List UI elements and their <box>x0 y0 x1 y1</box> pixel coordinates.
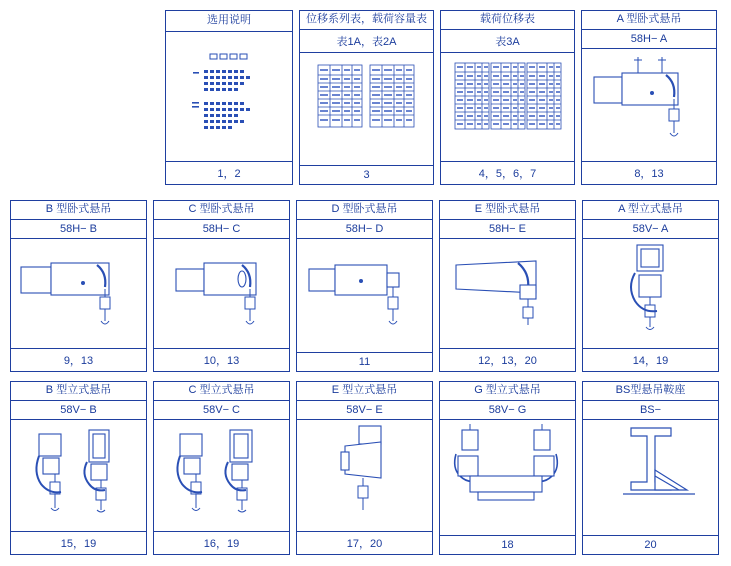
card-graphic-vertical-a <box>583 239 718 348</box>
card-subheader: 58V− E <box>297 401 432 420</box>
card-header: 选用说明 <box>166 11 292 32</box>
card-graphic-vertical-g <box>440 420 575 535</box>
card-load-displacement-table[interactable] <box>440 10 575 185</box>
card-footer: 12，13，20 <box>440 348 575 371</box>
card-graphic-vertical-e <box>297 420 432 531</box>
card-subheader: 58H− C <box>154 220 289 239</box>
card-header: B 型卧式悬吊 <box>11 201 146 220</box>
card-subheader: 58H− D <box>297 220 432 239</box>
card-type-a-vertical-hoist[interactable] <box>582 200 719 372</box>
card-graphic-horizontal-b <box>11 239 146 348</box>
card-header: 位移系列表，载荷容量表 <box>300 11 433 30</box>
card-type-c-horizontal-hoist[interactable] <box>153 200 290 372</box>
card-type-b-horizontal-hoist[interactable] <box>10 200 147 372</box>
card-subheader: 58H− E <box>440 220 575 239</box>
card-footer: 10，13 <box>154 348 289 371</box>
card-row-1 <box>165 10 717 185</box>
card-footer: 1，2 <box>166 161 292 184</box>
card-type-g-vertical-hoist[interactable] <box>439 381 576 555</box>
card-graphic-vertical-b <box>11 420 146 531</box>
card-type-b-vertical-hoist[interactable] <box>10 381 147 555</box>
card-graphic-horizontal-a <box>582 49 716 161</box>
card-header: C 型卧式悬吊 <box>154 201 289 220</box>
card-graphic-text-block <box>166 32 292 161</box>
card-header: G 型立式悬吊 <box>440 382 575 401</box>
card-subheader: 表3A <box>441 30 574 53</box>
card-footer: 15，19 <box>11 531 146 554</box>
card-header: 载荷位移表 <box>441 11 574 30</box>
card-footer: 8，13 <box>582 161 716 184</box>
card-graphic-table-pair <box>300 53 433 165</box>
card-footer: 18 <box>440 535 575 554</box>
card-subheader: 58H− B <box>11 220 146 239</box>
card-graphic-horizontal-c <box>154 239 289 348</box>
card-footer: 20 <box>583 535 718 554</box>
card-graphic-saddle-bs <box>583 420 718 535</box>
card-header: C 型立式悬吊 <box>154 382 289 401</box>
card-row-2 <box>10 200 719 372</box>
card-header: D 型卧式悬吊 <box>297 201 432 220</box>
card-subheader: 58H− A <box>582 30 716 49</box>
card-type-c-vertical-hoist[interactable] <box>153 381 290 555</box>
card-subheader: 58V− C <box>154 401 289 420</box>
card-subheader: 58V− G <box>440 401 575 420</box>
card-type-a-horizontal-hoist[interactable] <box>581 10 717 185</box>
card-footer: 16，19 <box>154 531 289 554</box>
card-footer: 4，5，6，7 <box>441 161 574 184</box>
card-selection-guide[interactable] <box>165 10 293 185</box>
card-header: E 型立式悬吊 <box>297 382 432 401</box>
card-header: BS型悬吊鞍座 <box>583 382 718 401</box>
card-bs-hoist-saddle[interactable] <box>582 381 719 555</box>
card-graphic-horizontal-d <box>297 239 432 352</box>
card-subheader: 58V− A <box>583 220 718 239</box>
card-footer: 9，13 <box>11 348 146 371</box>
card-subheader: 表1A，表2A <box>300 30 433 53</box>
card-header: A 型卧式悬吊 <box>582 11 716 30</box>
card-footer: 11 <box>297 352 432 371</box>
card-graphic-table-triple <box>441 53 574 161</box>
card-type-d-horizontal-hoist[interactable] <box>296 200 433 372</box>
card-header: B 型立式悬吊 <box>11 382 146 401</box>
card-graphic-horizontal-e <box>440 239 575 348</box>
card-graphic-vertical-c <box>154 420 289 531</box>
card-footer: 14，19 <box>583 348 718 371</box>
card-subheader: 58V− B <box>11 401 146 420</box>
card-footer: 17，20 <box>297 531 432 554</box>
card-displacement-series-table[interactable] <box>299 10 434 185</box>
card-type-e-vertical-hoist[interactable] <box>296 381 433 555</box>
card-type-e-horizontal-hoist[interactable] <box>439 200 576 372</box>
card-subheader: BS− <box>583 401 718 420</box>
card-footer: 3 <box>300 165 433 184</box>
card-header: E 型卧式悬吊 <box>440 201 575 220</box>
card-header: A 型立式悬吊 <box>583 201 718 220</box>
card-row-3 <box>10 381 719 555</box>
